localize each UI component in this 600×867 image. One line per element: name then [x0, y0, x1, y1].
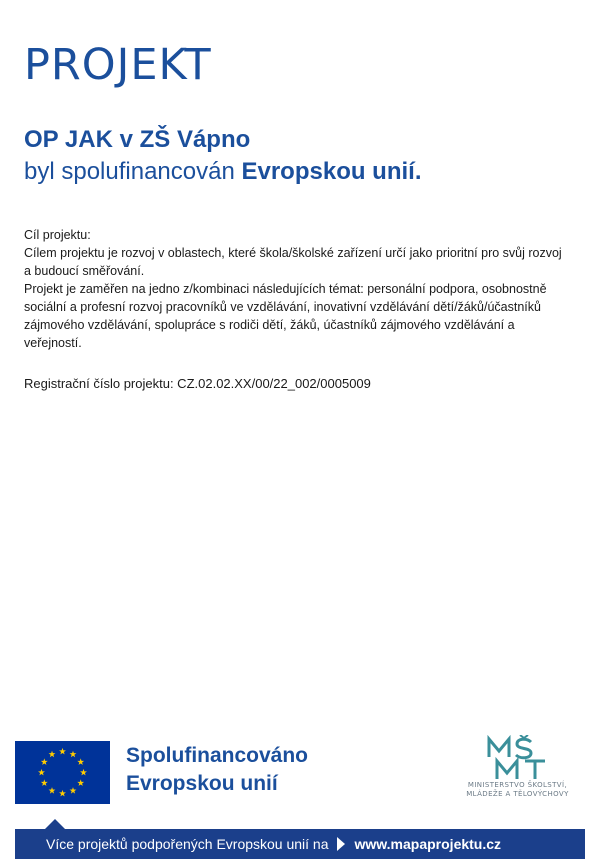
eu-cofinanced-label [126, 742, 308, 798]
footer-bar-text: Více projektů podpořených Evropskou unií na [46, 836, 329, 852]
eu-star-icon [38, 769, 45, 776]
msmt-caption [445, 781, 590, 799]
eu-star-icon [59, 748, 66, 755]
eu-star-icon [41, 779, 48, 786]
headline-cofinanced-emphasis: Evropskou unií. [241, 158, 422, 185]
eu-cofinanced-line2: Evropskou unií [126, 772, 278, 795]
eu-flag-graphic [15, 741, 110, 804]
eu-star-icon [70, 751, 77, 758]
eu-cofinanced-line1: Spolufinancováno [126, 744, 309, 767]
eu-star-icon [49, 751, 56, 758]
msmt-caption-line2: MLÁDEŽE A TĚLOVÝCHOVY [466, 790, 569, 798]
headline-project-name: OP JAK v ZŠ Vápno [24, 126, 251, 153]
eu-star-icon [70, 787, 77, 794]
page-title: PROJEKT [24, 40, 212, 90]
eu-star-icon [77, 758, 84, 765]
registration-number: Registrační číslo projektu: CZ.02.02.XX/00/22_002/0005009 [24, 376, 371, 391]
eu-star-icon [80, 769, 87, 776]
msmt-logo [445, 735, 590, 805]
headline [24, 124, 422, 188]
project-goal-section [24, 226, 564, 352]
footer-notch [45, 819, 65, 829]
headline-cofinanced-prefix: byl spolufinancován [24, 158, 235, 185]
msmt-logo-icon [483, 735, 553, 781]
project-goal-paragraph-1: Cílem projektu je rozvoj v oblastech, které škola/školské zařízení určí jako prioritní pro svůj rozvoj a budoucí směřování. [24, 246, 562, 278]
eu-star-icon [77, 779, 84, 786]
eu-star-icon [41, 758, 48, 765]
eu-star-icon [49, 787, 56, 794]
arrow-right-icon [337, 837, 345, 851]
footer-bar [15, 829, 585, 859]
headline-cofinanced [24, 156, 422, 188]
project-goal-label: Cíl projektu: [24, 228, 91, 242]
project-goal-paragraph-2: Projekt je zaměřen na jedno z/kombinaci následujících témat: personální podpora, osobnostně sociální a profesní rozvoj pracovníků ve vzdělávání, inovativní vzdělávání dětí/žáků/účastníků zájmového vzdělávání, spolupráce s rodiči dětí, žáků, účastníků zájmového vzdělávání a veřejností. [24, 282, 547, 350]
msmt-caption-line1: MINISTERSTVO ŠKOLSTVÍ, [467, 781, 568, 789]
mapaprojektu-link[interactable]: www.mapaprojektu.cz [354, 836, 502, 852]
eu-flag-icon [15, 741, 110, 804]
eu-star-icon [59, 790, 66, 797]
